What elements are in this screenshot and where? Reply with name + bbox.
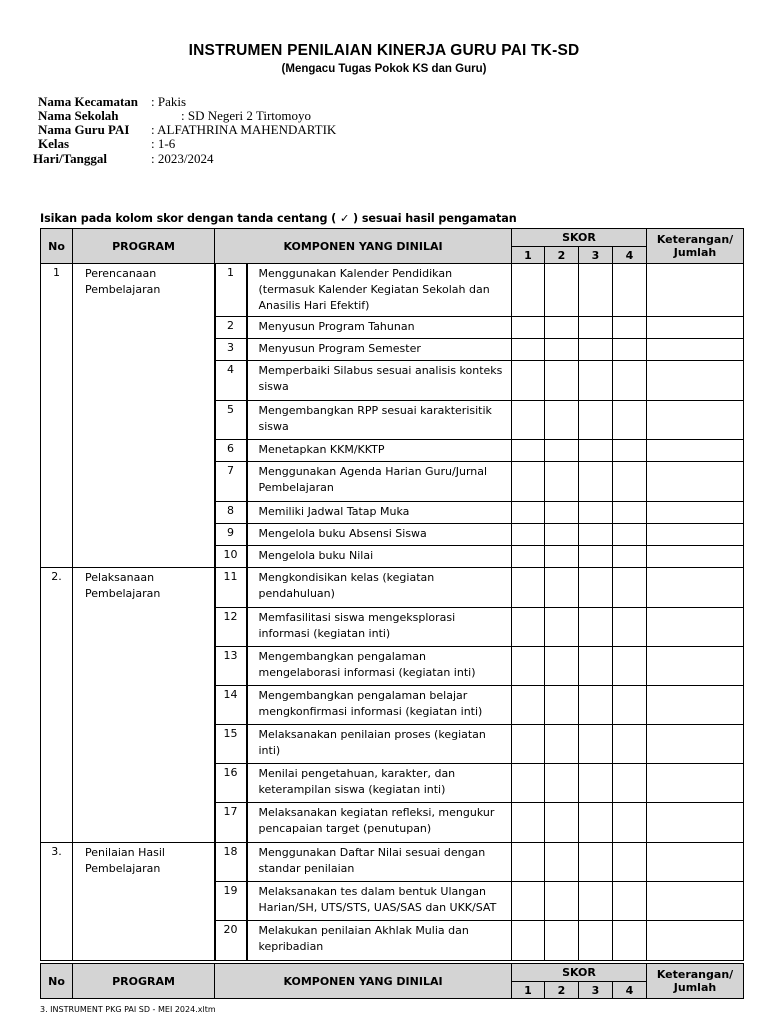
repeated-header-table <box>40 963 744 999</box>
row-component: Memiliki Jadwal Tatap Muka <box>247 502 512 524</box>
score-cell-4[interactable] <box>613 361 647 401</box>
keterangan-cell[interactable] <box>647 440 744 462</box>
score-cell-2[interactable] <box>545 401 579 440</box>
score-cell-3[interactable] <box>579 647 613 686</box>
score-cell-4[interactable] <box>613 568 647 608</box>
score-cell-3[interactable] <box>579 921 613 961</box>
score-cell-2[interactable] <box>545 725 579 764</box>
score-cell-1[interactable] <box>512 882 545 921</box>
row-component: Mengembangkan pengalaman belajar mengkonfirmasi informasi (kegiatan inti) <box>247 686 512 725</box>
value-guru: : ALFATHRINA MAHENDARTIK <box>151 122 337 137</box>
row-component: Memperbaiki Silabus sesuai analisis konteks siswa <box>247 361 512 401</box>
score-cell-1[interactable] <box>512 647 545 686</box>
header-no: No <box>41 964 73 999</box>
row-number: 17 <box>215 803 247 843</box>
score-cell-2[interactable] <box>545 568 579 608</box>
score-cell-4[interactable] <box>613 882 647 921</box>
score-cell-1[interactable] <box>512 502 545 524</box>
keterangan-cell[interactable] <box>647 264 744 317</box>
header-komponen: KOMPONEN YANG DINILAI <box>215 229 512 264</box>
score-cell-4[interactable] <box>613 502 647 524</box>
row-number: 20 <box>215 921 247 961</box>
score-cell-3[interactable] <box>579 462 613 502</box>
score-cell-4[interactable] <box>613 264 647 317</box>
keterangan-cell[interactable] <box>647 546 744 568</box>
row-component: Menyusun Program Semester <box>247 339 512 361</box>
keterangan-cell[interactable] <box>647 361 744 401</box>
keterangan-cell[interactable] <box>647 608 744 647</box>
score-cell-3[interactable] <box>579 803 613 843</box>
header-skor-3: 3 <box>579 982 613 999</box>
keterangan-cell[interactable] <box>647 921 744 961</box>
header-skor-1: 1 <box>512 247 545 264</box>
score-cell-2[interactable] <box>545 608 579 647</box>
instruction-text: Isikan pada kolom skor dengan tanda centang ( ✓ ) sesuai hasil pengamatan <box>40 212 517 225</box>
score-cell-2[interactable] <box>545 339 579 361</box>
row-component: Melaksanakan penilaian proses (kegiatan inti) <box>247 725 512 764</box>
keterangan-cell[interactable] <box>647 647 744 686</box>
document-title: INSTRUMEN PENILAIAN KINERJA GURU PAI TK-SD <box>188 42 580 59</box>
row-number: 5 <box>215 401 247 440</box>
row-component: Menggunakan Daftar Nilai sesuai dengan standar penilaian <box>247 843 512 882</box>
score-cell-2[interactable] <box>545 524 579 546</box>
score-cell-3[interactable] <box>579 725 613 764</box>
header-skor-4: 4 <box>613 982 647 999</box>
label-sekolah: Nama Sekolah <box>38 108 119 123</box>
score-cell-3[interactable] <box>579 764 613 803</box>
keterangan-cell[interactable] <box>647 502 744 524</box>
header-program: PROGRAM <box>73 964 215 999</box>
row-number: 7 <box>215 462 247 502</box>
score-cell-2[interactable] <box>545 440 579 462</box>
keterangan-cell[interactable] <box>647 462 744 502</box>
row-component: Menggunakan Agenda Harian Guru/Jurnal Pembelajaran <box>247 462 512 502</box>
score-cell-1[interactable] <box>512 524 545 546</box>
score-cell-4[interactable] <box>613 524 647 546</box>
group-program: Pelaksanaan Pembelajaran <box>73 568 215 843</box>
assessment-table <box>40 228 744 961</box>
keterangan-cell[interactable] <box>647 725 744 764</box>
score-cell-2[interactable] <box>545 921 579 961</box>
score-cell-2[interactable] <box>545 647 579 686</box>
keterangan-cell[interactable] <box>647 524 744 546</box>
score-cell-4[interactable] <box>613 440 647 462</box>
score-cell-3[interactable] <box>579 608 613 647</box>
score-cell-4[interactable] <box>613 317 647 339</box>
label-hari-tanggal: Hari/Tanggal <box>33 151 107 166</box>
score-cell-1[interactable] <box>512 686 545 725</box>
score-cell-1[interactable] <box>512 361 545 401</box>
header-keterangan: Keterangan/ Jumlah <box>647 229 744 264</box>
score-cell-4[interactable] <box>613 803 647 843</box>
row-component: Menggunakan Kalender Pendidikan (termasuk Kalender Kegiatan Sekolah dan Anasilis Hari Efektif) <box>247 264 512 317</box>
score-cell-2[interactable] <box>545 502 579 524</box>
score-cell-3[interactable] <box>579 361 613 401</box>
score-cell-4[interactable] <box>613 546 647 568</box>
score-cell-1[interactable] <box>512 921 545 961</box>
group-number: 1 <box>41 264 73 568</box>
keterangan-cell[interactable] <box>647 882 744 921</box>
row-component: Mengembangkan RPP sesuai karakterisitik siswa <box>247 401 512 440</box>
score-cell-2[interactable] <box>545 264 579 317</box>
score-cell-1[interactable] <box>512 401 545 440</box>
score-cell-2[interactable] <box>545 803 579 843</box>
keterangan-cell[interactable] <box>647 843 744 882</box>
score-cell-4[interactable] <box>613 647 647 686</box>
document-subtitle: (Mengacu Tugas Pokok KS dan Guru) <box>281 63 487 75</box>
row-number: 6 <box>215 440 247 462</box>
score-cell-1[interactable] <box>512 462 545 502</box>
score-cell-4[interactable] <box>613 764 647 803</box>
keterangan-cell[interactable] <box>647 317 744 339</box>
group-program: Penilaian Hasil Pembelajaran <box>73 843 215 961</box>
score-cell-4[interactable] <box>613 401 647 440</box>
score-cell-3[interactable] <box>579 882 613 921</box>
score-cell-1[interactable] <box>512 843 545 882</box>
row-component: Menyusun Program Tahunan <box>247 317 512 339</box>
value-sekolah: : SD Negeri 2 Tirtomoyo <box>181 108 312 123</box>
score-cell-4[interactable] <box>613 339 647 361</box>
score-cell-3[interactable] <box>579 339 613 361</box>
score-cell-3[interactable] <box>579 568 613 608</box>
keterangan-cell[interactable] <box>647 764 744 803</box>
row-number: 14 <box>215 686 247 725</box>
row-component: Mengkondisikan kelas (kegiatan pendahuluan) <box>247 568 512 608</box>
row-number: 11 <box>215 568 247 608</box>
row-number: 19 <box>215 882 247 921</box>
row-component: Menilai pengetahuan, karakter, dan keterampilan siswa (kegiatan inti) <box>247 764 512 803</box>
row-number: 18 <box>215 843 247 882</box>
score-cell-3[interactable] <box>579 317 613 339</box>
header-skor-2: 2 <box>545 982 579 999</box>
group-number: 3. <box>41 843 73 961</box>
header-skor: SKOR <box>512 964 647 982</box>
header-skor-3: 3 <box>579 247 613 264</box>
row-component: Mengelola buku Absensi Siswa <box>247 524 512 546</box>
score-cell-1[interactable] <box>512 440 545 462</box>
header-skor-2: 2 <box>545 247 579 264</box>
score-cell-2[interactable] <box>545 462 579 502</box>
score-cell-1[interactable] <box>512 764 545 803</box>
label-kecamatan: Nama Kecamatan <box>38 94 139 109</box>
row-component: Menetapkan KKM/KKTP <box>247 440 512 462</box>
row-number: 1 <box>215 264 247 317</box>
group-number: 2. <box>41 568 73 843</box>
score-cell-4[interactable] <box>613 843 647 882</box>
row-number: 12 <box>215 608 247 647</box>
row-number: 8 <box>215 502 247 524</box>
row-number: 13 <box>215 647 247 686</box>
header-skor-1: 1 <box>512 982 545 999</box>
header-skor-4: 4 <box>613 247 647 264</box>
row-number: 16 <box>215 764 247 803</box>
score-cell-3[interactable] <box>579 264 613 317</box>
score-cell-4[interactable] <box>613 608 647 647</box>
header-skor: SKOR <box>512 229 647 247</box>
row-component: Melakukan penilaian Akhlak Mulia dan kepribadian <box>247 921 512 961</box>
group-program: Perencanaan Pembelajaran <box>73 264 215 568</box>
row-component: Memfasilitasi siswa mengeksplorasi informasi (kegiatan inti) <box>247 608 512 647</box>
row-number: 10 <box>215 546 247 568</box>
header-program: PROGRAM <box>73 229 215 264</box>
score-cell-1[interactable] <box>512 725 545 764</box>
score-cell-3[interactable] <box>579 546 613 568</box>
keterangan-cell[interactable] <box>647 803 744 843</box>
row-component: Mengembangkan pengalaman mengelaborasi informasi (kegiatan inti) <box>247 647 512 686</box>
file-footer: 3. INSTRUMENT PKG PAI SD - MEI 2024.xltm <box>40 1005 216 1014</box>
value-kelas: : 1-6 <box>151 136 176 151</box>
score-cell-3[interactable] <box>579 401 613 440</box>
keterangan-cell[interactable] <box>647 339 744 361</box>
value-hari-tanggal: : 2023/2024 <box>151 151 214 166</box>
score-cell-1[interactable] <box>512 339 545 361</box>
score-cell-1[interactable] <box>512 803 545 843</box>
label-guru: Nama Guru PAI <box>38 122 130 137</box>
keterangan-cell[interactable] <box>647 568 744 608</box>
row-number: 9 <box>215 524 247 546</box>
row-number: 3 <box>215 339 247 361</box>
score-cell-4[interactable] <box>613 462 647 502</box>
score-cell-3[interactable] <box>579 843 613 882</box>
row-component: Melaksanakan tes dalam bentuk Ulangan Harian/SH, UTS/STS, UAS/SAS dan UKK/SAT <box>247 882 512 921</box>
row-number: 2 <box>215 317 247 339</box>
score-cell-2[interactable] <box>545 361 579 401</box>
score-cell-1[interactable] <box>512 264 545 317</box>
score-cell-2[interactable] <box>545 843 579 882</box>
score-cell-2[interactable] <box>545 317 579 339</box>
score-cell-4[interactable] <box>613 921 647 961</box>
label-kelas: Kelas <box>38 136 70 151</box>
row-number: 15 <box>215 725 247 764</box>
header-komponen: KOMPONEN YANG DINILAI <box>215 964 512 999</box>
row-component: Melaksanakan kegiatan refleksi, mengukur pencapaian target (penutupan) <box>247 803 512 843</box>
score-cell-1[interactable] <box>512 317 545 339</box>
row-number: 4 <box>215 361 247 401</box>
score-cell-3[interactable] <box>579 440 613 462</box>
score-cell-1[interactable] <box>512 568 545 608</box>
score-cell-3[interactable] <box>579 524 613 546</box>
header-no: No <box>41 229 73 264</box>
score-cell-2[interactable] <box>545 764 579 803</box>
score-cell-2[interactable] <box>545 546 579 568</box>
keterangan-cell[interactable] <box>647 686 744 725</box>
score-cell-3[interactable] <box>579 686 613 725</box>
value-kecamatan: : Pakis <box>151 94 187 109</box>
score-cell-4[interactable] <box>613 725 647 764</box>
score-cell-4[interactable] <box>613 686 647 725</box>
header-keterangan: Keterangan/ Jumlah <box>647 964 744 999</box>
score-cell-2[interactable] <box>545 882 579 921</box>
score-cell-1[interactable] <box>512 608 545 647</box>
row-component: Mengelola buku Nilai <box>247 546 512 568</box>
score-cell-3[interactable] <box>579 502 613 524</box>
score-cell-1[interactable] <box>512 546 545 568</box>
keterangan-cell[interactable] <box>647 401 744 440</box>
score-cell-2[interactable] <box>545 686 579 725</box>
